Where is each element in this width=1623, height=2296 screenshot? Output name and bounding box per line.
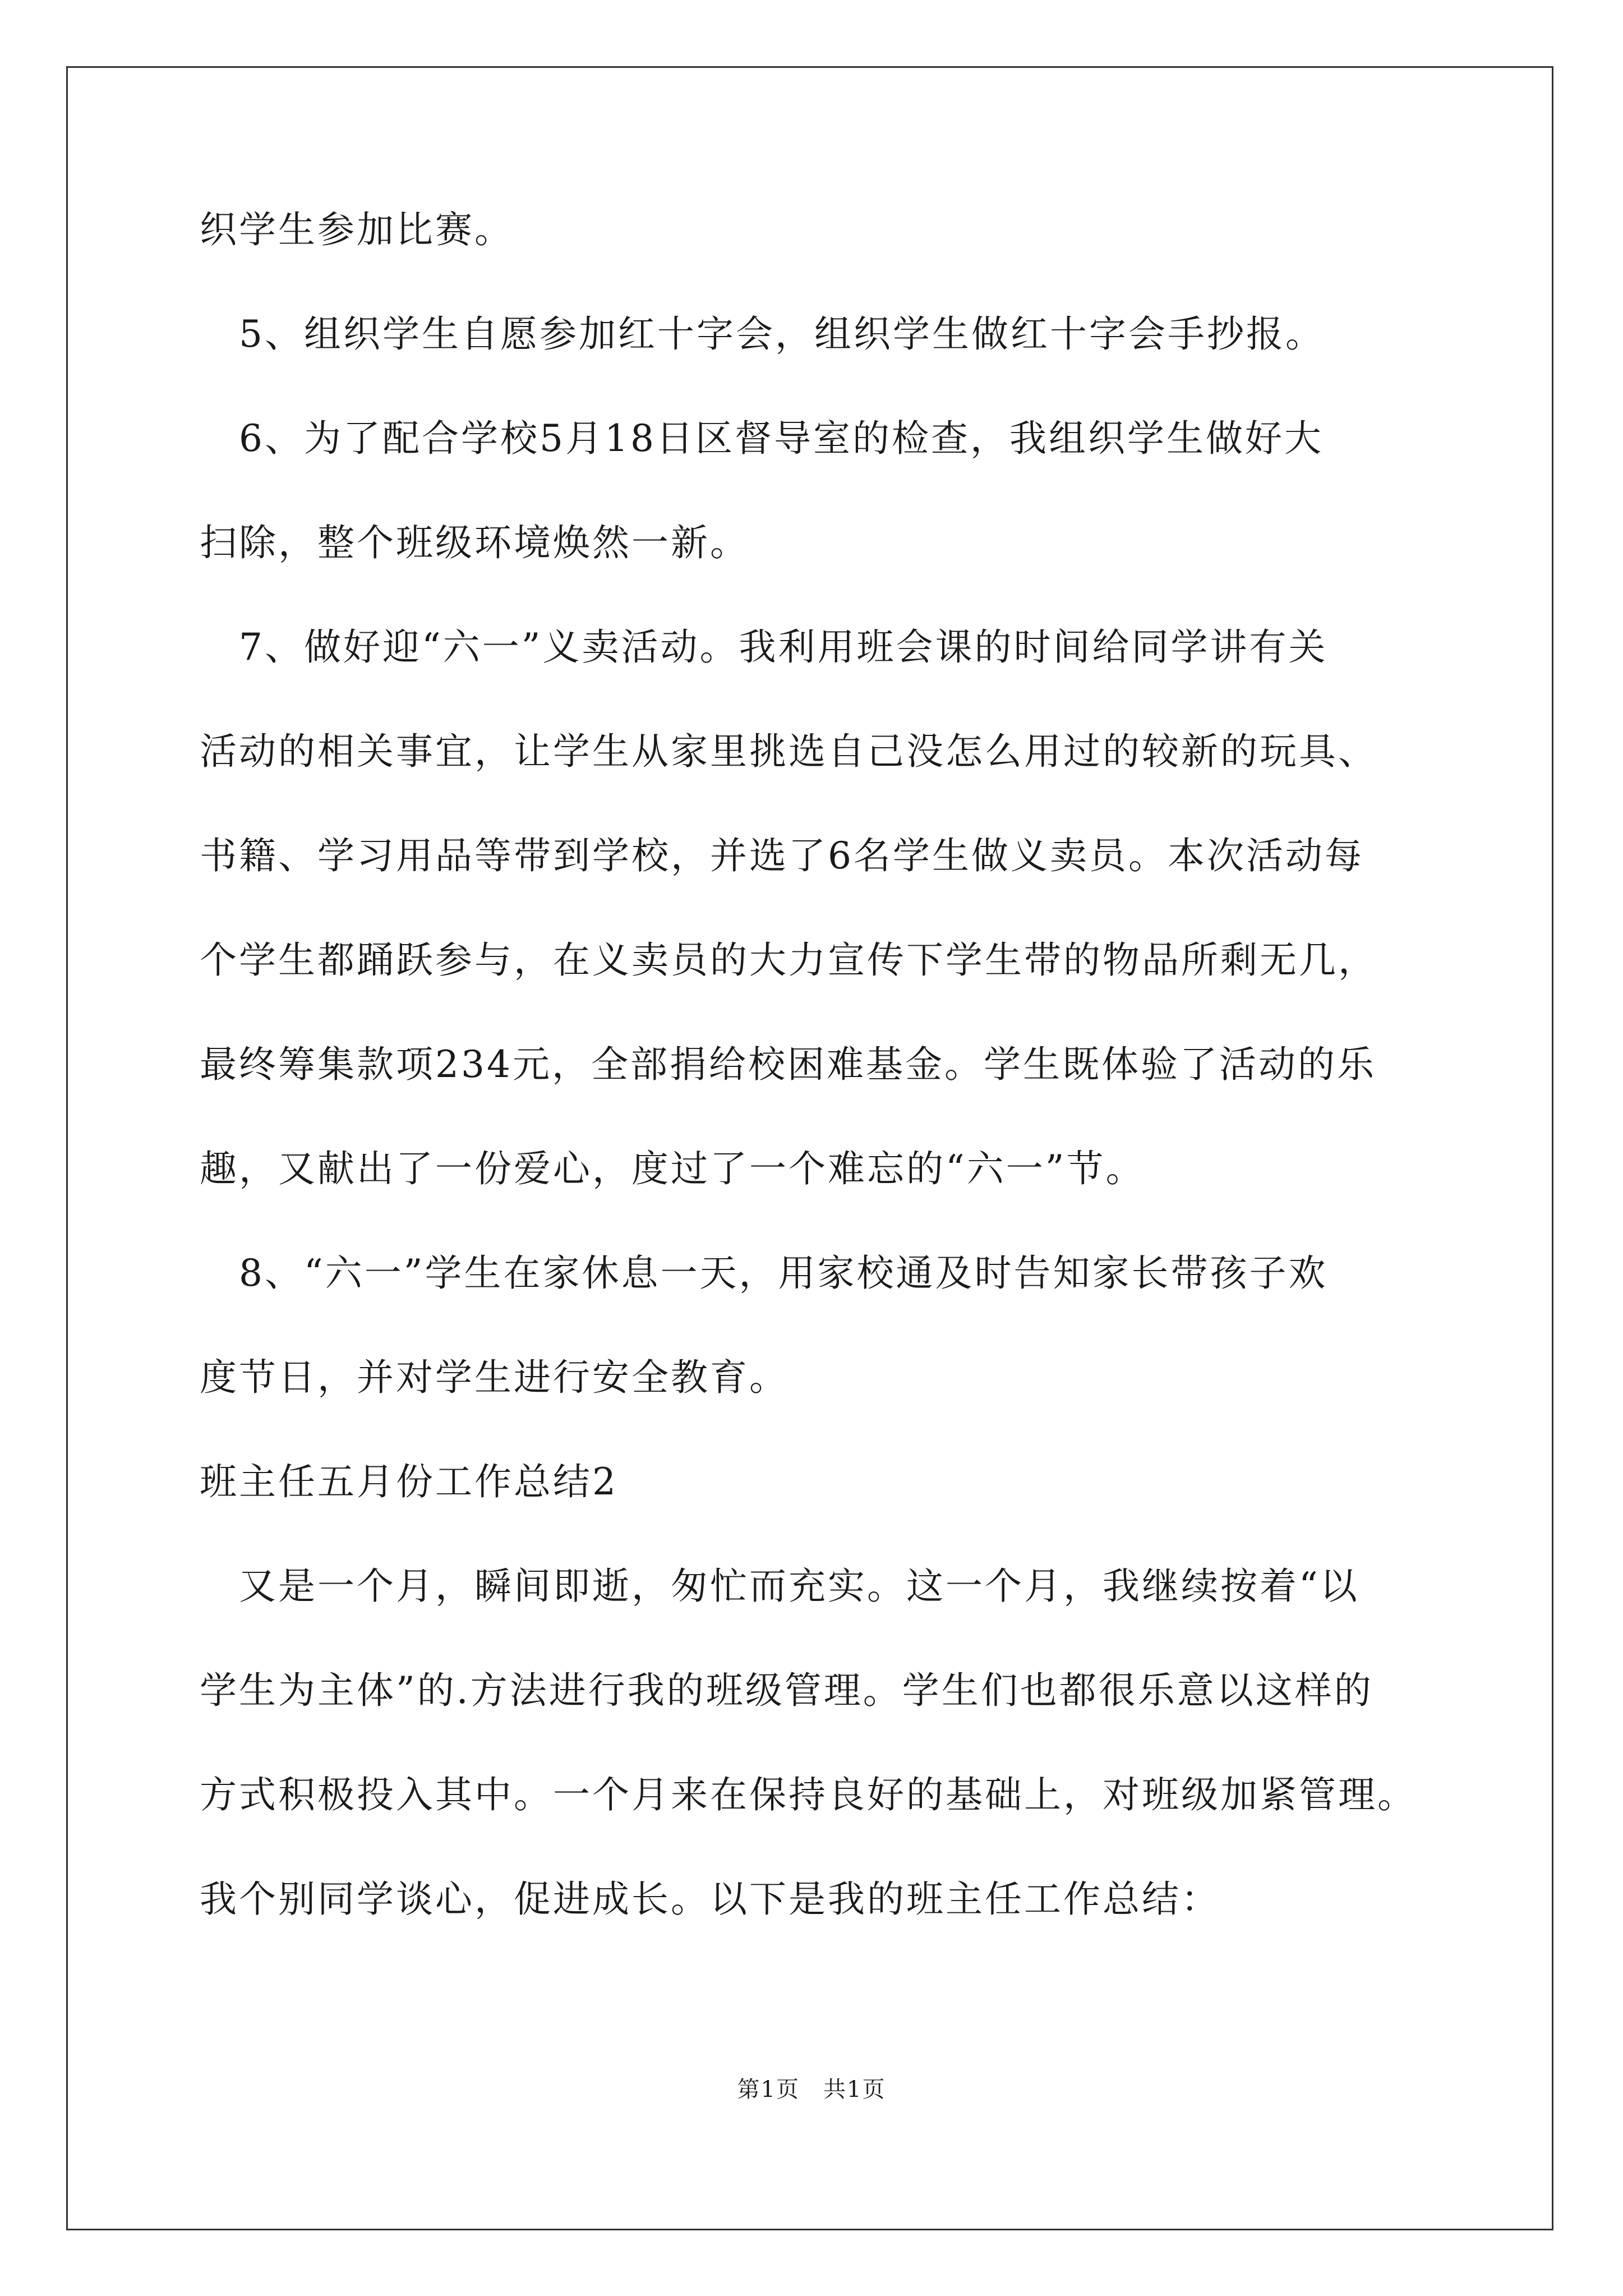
paragraph-line: 活动的相关事宜，让学生从家里挑选自己没怎么用过的较新的玩具、	[200, 730, 1377, 773]
paragraph-line: 趣，又献出了一份爱心，度过了一个难忘的“六一”节。	[200, 1147, 1145, 1190]
paragraph-line: 最终筹集款项234元，全部捐给校困难基金。学生既体验了活动的乐	[200, 1043, 1376, 1086]
paragraph-line: 又是一个月，瞬间即逝，匆忙而充实。这一个月，我继续按着“以	[200, 1565, 1359, 1608]
section-heading: 班主任五月份工作总结2	[200, 1460, 618, 1503]
paragraph-line: 7、做好迎“六一”义卖活动。我利用班会课的时间给同学讲有关	[200, 625, 1328, 669]
paragraph-line: 度节日，并对学生进行安全教育。	[200, 1356, 789, 1399]
paragraph-line: 个学生都踊跃参与，在义卖员的大力宣传下学生带的物品所剩无几，	[200, 938, 1377, 982]
paragraph-line: 书籍、学习用品等带到学校，并选了6名学生做义卖员。本次活动每	[200, 834, 1364, 877]
paragraph-line: 方式积极投入其中。一个月来在保持良好的基础上，对班级加紧管理。	[200, 1773, 1417, 1816]
paragraph-line: 学生为主体”的.方法进行我的班级管理。学生们也都很乐意以这样的	[200, 1669, 1373, 1712]
paragraph-line: 5、组织学生自愿参加红十字会，组织学生做红十字会手抄报。	[200, 312, 1325, 356]
paragraph-line: 6、为了配合学校5月18日区督导室的检查，我组织学生做好大	[200, 417, 1324, 460]
paragraph-line: 我个别同学谈心，促进成长。以下是我的班主任工作总结：	[200, 1878, 1220, 1921]
paragraph-line: 织学生参加比赛。	[200, 208, 514, 251]
paragraph-line: 8、“六一”学生在家休息一天，用家校通及时告知家长带孩子欢	[200, 1251, 1328, 1295]
page-number-footer: 第1页 共1页	[737, 2077, 886, 2102]
paragraph-line: 扫除，整个班级环境焕然一新。	[200, 521, 749, 564]
